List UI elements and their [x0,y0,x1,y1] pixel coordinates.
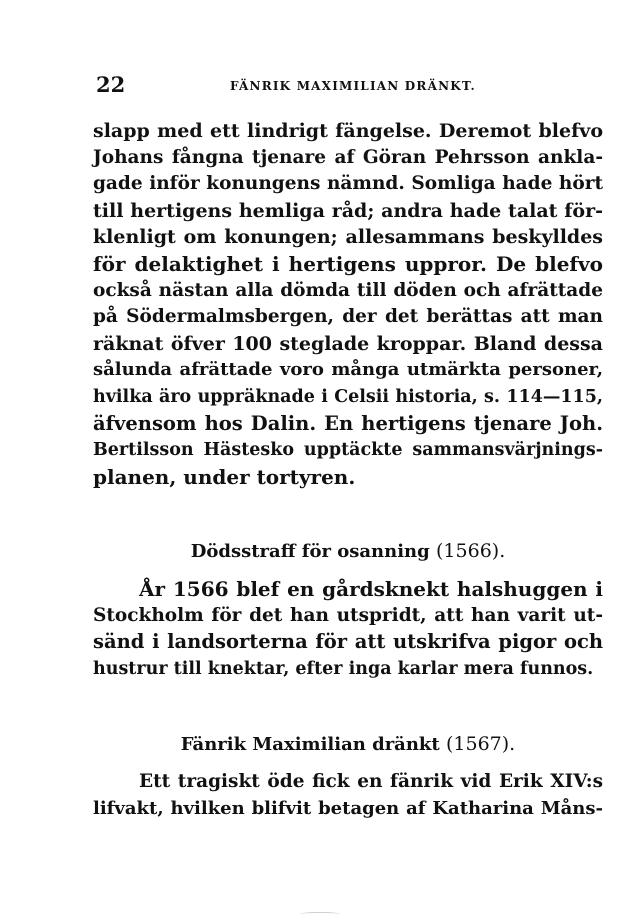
text-line: planen, under tortyren. [93,464,356,489]
text-line: äfvensom hos Dalin. En hertigens tjenare Joh. [93,411,603,435]
text-line: slapp med ett lindrigt fängelse. Deremot blefvo [93,120,603,142]
heading-title: Dödsstraff för osanning [190,541,430,562]
paragraph-fanrik [93,769,603,822]
text-line: sålunda afrättade voro många utmärkta personer, [93,359,603,381]
text-line: till hertigens hemliga råd; andra hade talat för- [93,199,603,222]
heading-year: (1566). [436,540,506,562]
text-line: för delaktighet i hertigens uppror. De blefvo [93,251,603,276]
running-title: FÄNRIK MAXIMILIAN DRÄNKT. [230,79,476,93]
paragraph-dodsstraff [93,576,603,682]
text-line: Stockholm för det han utspridt, att han varit ut- [93,604,603,626]
page-smudge [300,912,340,916]
text-line: hvilka äro uppräknade i Celsii historia, s. 114—115, [93,386,603,407]
text-line: klenligt om konungen; allesammans beskylldes [93,226,603,249]
text-line: lifvakt, hvilken blifvit betagen af Katharina Måns- [93,797,603,819]
page-number: 22 [96,72,126,97]
text-line: gade inför konungens nämnd. Somliga hade hört [93,173,603,195]
section-heading-dodsstraff [93,540,603,562]
heading-title: Fänrik Maximilian dränkt [180,734,440,755]
text-line: Bertilsson Hästesko upptäckte sammansvärjnings- [93,440,603,461]
text-line: räknat öfver 100 steglade kroppar. Bland dessa [93,332,603,355]
paragraph-continuation [93,118,603,490]
heading-year: (1567). [446,733,516,755]
text-line: sänd i landsorterna för att utskrifva pigor och [93,630,603,654]
text-line: också nästan alla dömda till döden och afrättade [93,279,603,301]
text-line: på Södermalmsbergen, der det berättas att man [93,306,603,328]
page-header [96,72,616,100]
text-line: År 1566 blef en gårdsknekt halshuggen i [139,577,603,601]
text-line: hustrur till knektar, efter inga karlar mera funnos. [93,658,594,679]
text-line: Ett tragiskt öde fick en fänrik vid Erik XIV:s [139,771,603,792]
section-heading-fanrik [93,733,603,755]
text-line: Johans fångna tjenare af Göran Pehrsson ankla- [93,146,603,168]
